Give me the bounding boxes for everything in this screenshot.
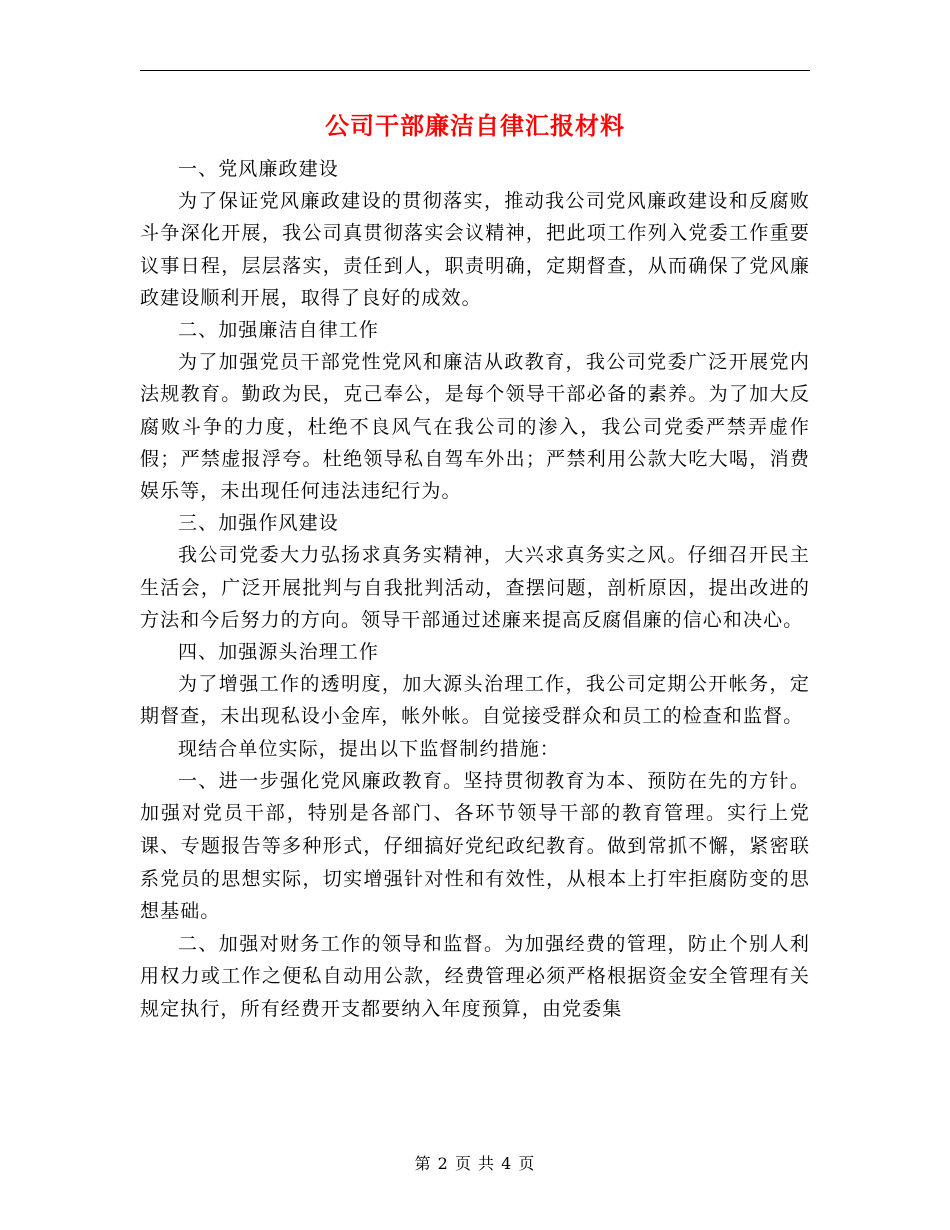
document-body	[140, 153, 810, 1026]
section-heading: 四、加强源头治理工作	[178, 641, 380, 664]
body-paragraph: 为了加强党员干部党性党风和廉洁从政教育，我公司党委广泛开展党内法规教育。勤政为民，克己奉公，是每个领导干部必备的素养。为了加大反腐败斗争的力度，杜绝不良风气在我公司的渗入，我公司党委严禁弄虚作假；严禁虚报浮夸。杜绝领导私自驾车外出；严禁利用公款大吃大喝，消费娱乐等，未出现任何违法违纪行为。	[140, 351, 810, 503]
body-paragraph: 为了增强工作的透明度，加大源头治理工作，我公司定期公开帐务，定期督查，未出现私设小金库，帐外帐。自觉接受群众和员工的检查和监督。	[140, 673, 810, 728]
body-paragraph: 我公司党委大力弘扬求真务实精神，大兴求真务实之风。仔细召开民主生活会，广泛开展批判与自我批判活动，查摆问题，剖析原因，提出改进的方法和今后努力的方向。领导干部通过述廉来提高反腐倡廉的信心和决心。	[140, 544, 810, 631]
section-heading: 二、加强廉洁自律工作	[178, 319, 380, 342]
measure-paragraph: 一、进一步强化党风廉政教育。坚持贯彻教育为本、预防在先的方针。加强对党员干部，特别是各部门、各环节领导干部的教育管理。实行上党课、专题报告等多种形式，仔细搞好党纪政纪教育。做到常抓不懈，紧密联系党员的思想实际，切实增强针对性和有效性，从根本上打牢拒腐防变的思想基础。	[140, 769, 810, 923]
section-heading: 三、加强作风建设	[178, 512, 339, 535]
body-paragraph: 为了保证党风廉政建设的贯彻落实，推动我公司党风廉政建设和反腐败斗争深化开展，我公司真贯彻落实会议精神，把此项工作列入党委工作重要议事日程，层层落实，责任到人，职责明确，定期督查，从而确保了党风廉政建设顺利开展，取得了良好的成效。	[140, 190, 810, 309]
section-heading: 一、党风廉政建设	[178, 158, 339, 180]
body-paragraph: 现结合单位实际，提出以下监督制约措施：	[178, 737, 560, 760]
header-rule	[140, 70, 810, 71]
measure-paragraph: 二、加强对财务工作的领导和监督。为加强经费的管理，防止个别人利用权力或工作之便私自动用公款，经费管理必须严格根据资金安全管理有关规定执行，所有经费开支都要纳入年度预算，由党委集	[140, 932, 810, 1021]
page-footer: 第 2 页 共 4 页	[414, 1154, 536, 1173]
document-title: 公司干部廉洁自律汇报材料	[325, 111, 625, 140]
